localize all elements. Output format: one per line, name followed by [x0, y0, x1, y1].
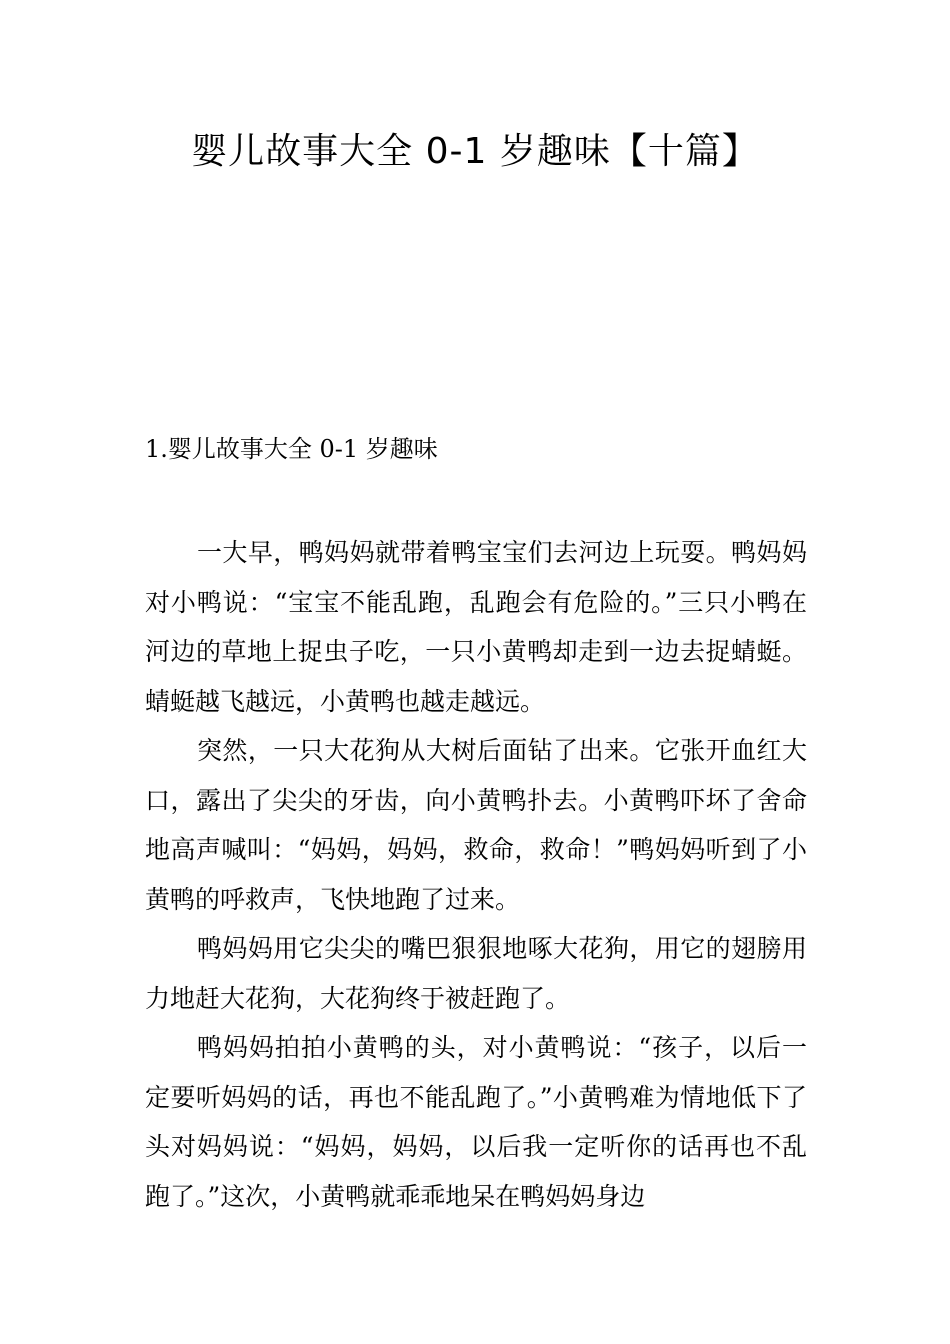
paragraph: 鸭妈妈拍拍小黄鸭的头，对小黄鸭说：“孩子，以后一定要听妈妈的话，再也不能乱跑了。”小黄鸭难为情地低下了头对妈妈说：“妈妈，妈妈，以后我一定听你的话再也不乱跑了。”这次，小黄鸭就乖乖地呆在鸭妈妈身边	[145, 1033, 807, 1211]
paragraph: 突然，一只大花狗从大树后面钻了出来。它张开血红大口，露出了尖尖的牙齿，向小黄鸭扑去。小黄鸭吓坏了舍命地高声喊叫：“妈妈，妈妈，救命，救命！”鸭妈妈听到了小黄鸭的呼救声，飞快地跑了过来。	[145, 736, 807, 914]
section-heading: 1.婴儿故事大全 0-1 岁趣味	[145, 435, 438, 463]
paragraph: 一大早，鸭妈妈就带着鸭宝宝们去河边上玩耍。鸭妈妈对小鸭说：“宝宝不能乱跑，乱跑会有危险的。”三只小鸭在河边的草地上捉虫子吃，一只小黄鸭却走到一边去捉蜻蜓。蜻蜓越飞越远，小黄鸭也越走越远。	[145, 538, 807, 716]
document-title: 婴儿故事大全 0-1 岁趣味【十篇】	[191, 131, 759, 172]
paragraph: 鸭妈妈用它尖尖的嘴巴狠狠地啄大花狗，用它的翅膀用力地赶大花狗，大花狗终于被赶跑了。	[145, 934, 807, 1013]
story-body	[145, 528, 807, 1221]
